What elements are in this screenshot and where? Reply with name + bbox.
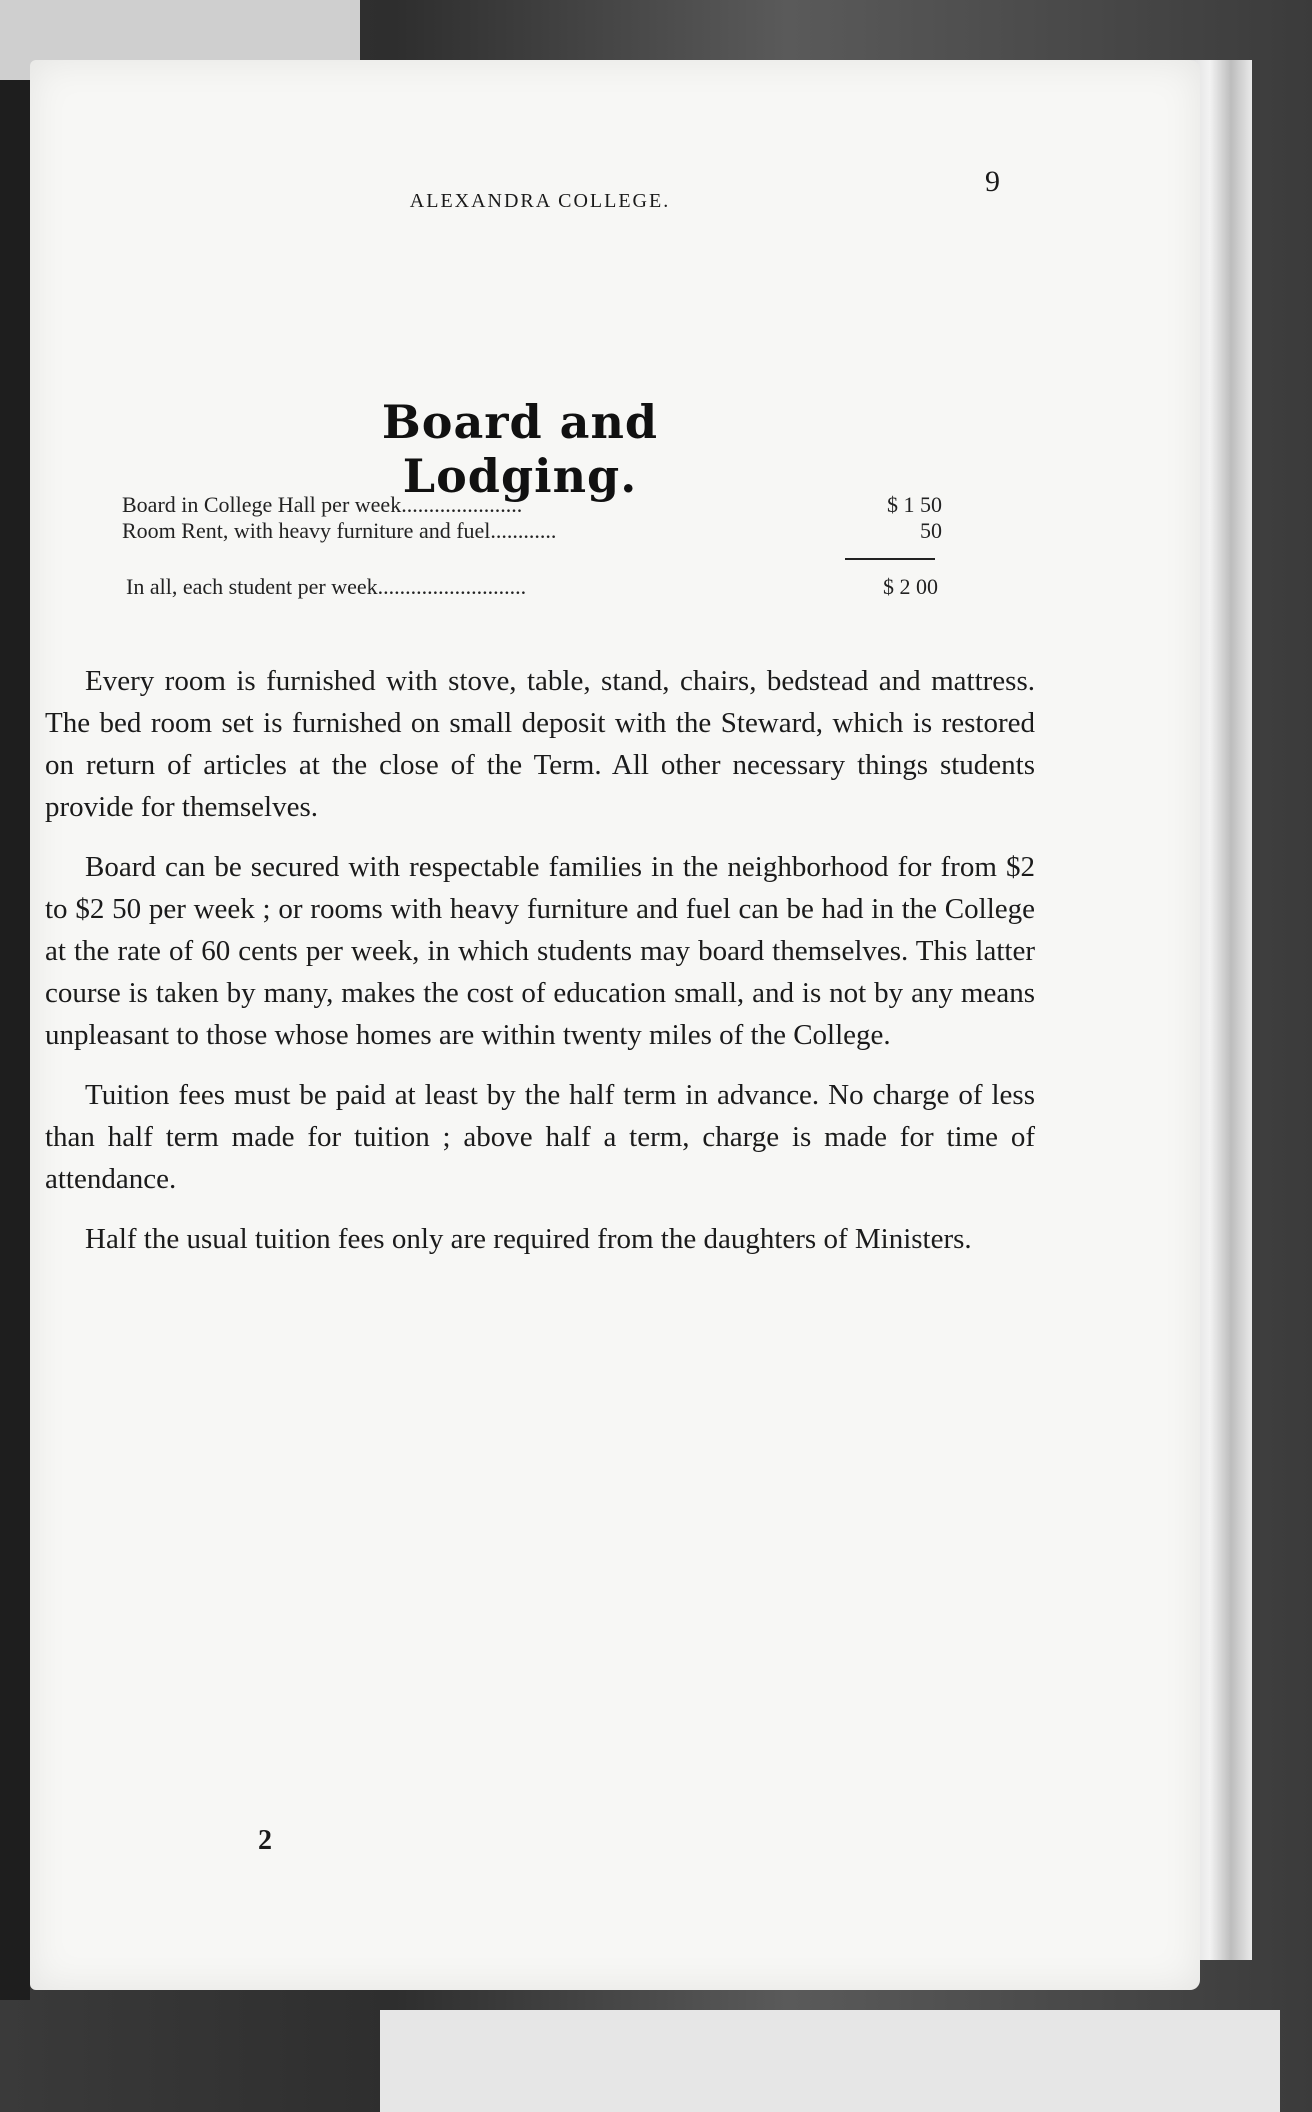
running-head: ALEXANDRA COLLEGE.: [409, 190, 671, 212]
body-text: [45, 660, 1035, 1278]
fee-row: [122, 492, 942, 518]
paragraph: Half the usual tuition fees only are required from the daughters of Ministers.: [85, 1223, 972, 1255]
section-heading: Board and Lodging.: [381, 395, 659, 503]
total-label: In all, each student per week...........................: [126, 574, 527, 599]
paragraph: Board can be secured with respectable families in the neighborhood for from $2 to $2 50 per week ; or rooms with heavy furniture and fuel can be had in the College at the rate of 60 cents per week, in which students may board themselves. This latter course is taken by many, makes the cost of education small, and is not by any means unpleasant to those whose homes are within twenty miles of the College.: [45, 851, 1035, 1051]
paragraph: Tuition fees must be paid at least by the half term in advance. No charge of less than half term made for tuition ; above half a term, charge is made for time of attendance.: [45, 1079, 1035, 1195]
fee-amount: 50: [920, 518, 942, 543]
signature-mark: 2: [258, 1825, 272, 1856]
fees-total-row: [126, 574, 938, 604]
fee-label: Board in College Hall per week......................: [122, 492, 523, 517]
fees-table: [122, 492, 942, 544]
page-number: 9: [985, 165, 1000, 198]
fee-label: Room Rent, with heavy furniture and fuel............: [122, 518, 557, 543]
scan-bottom-strip: [380, 2010, 1280, 2112]
paragraph: Every room is furnished with stove, table, stand, chairs, bedstead and mattress. The bed room set is furnished on small deposit with the Steward, which is restored on return of articles at the close of the Term. All other necessary things students provide for themselves.: [45, 665, 1035, 823]
total-amount: $ 2 00: [883, 574, 938, 599]
sum-rule: [845, 558, 935, 560]
fee-amount: $ 1 50: [887, 492, 942, 517]
book-spine: [0, 80, 30, 2000]
fee-row: [122, 518, 942, 544]
